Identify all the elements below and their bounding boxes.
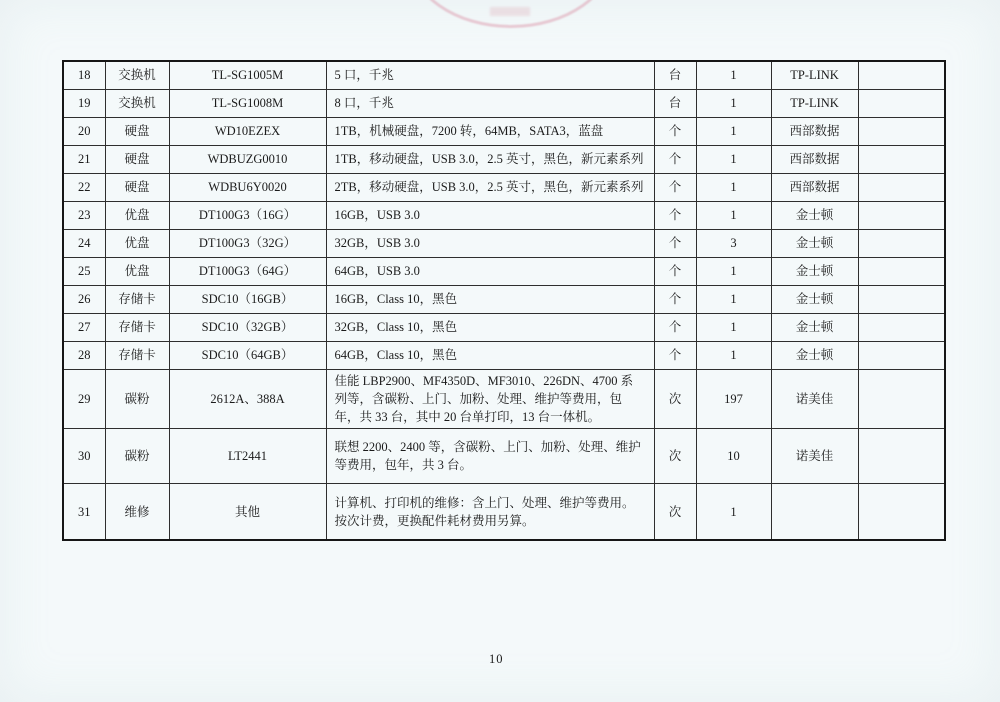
cell-note (858, 201, 945, 229)
cell-brand: 金士顿 (771, 257, 858, 285)
cell-note (858, 257, 945, 285)
cell-brand: 诺美佳 (771, 428, 858, 483)
cell-model: SDC10（32GB） (169, 313, 326, 341)
cell-category: 硬盘 (105, 117, 169, 145)
cell-unit: 次 (654, 369, 696, 428)
cell-model: SDC10（64GB） (169, 341, 326, 369)
cell-description: 16GB，USB 3.0 (326, 201, 654, 229)
cell-seq: 31 (63, 483, 105, 540)
cell-model: DT100G3（64G） (169, 257, 326, 285)
cell-unit: 个 (654, 257, 696, 285)
cell-note (858, 428, 945, 483)
cell-model: TL-SG1005M (169, 61, 326, 89)
table-row (63, 173, 945, 201)
cell-model: DT100G3（32G） (169, 229, 326, 257)
table-row (63, 369, 945, 428)
table-row (63, 313, 945, 341)
cell-category: 优盘 (105, 257, 169, 285)
cell-seq: 23 (63, 201, 105, 229)
cell-qty: 1 (696, 313, 771, 341)
table-row (63, 428, 945, 483)
cell-model: LT2441 (169, 428, 326, 483)
table-row (63, 201, 945, 229)
cell-unit: 个 (654, 117, 696, 145)
table-row (63, 61, 945, 89)
cell-description: 32GB，USB 3.0 (326, 229, 654, 257)
cell-seq: 18 (63, 61, 105, 89)
cell-qty: 3 (696, 229, 771, 257)
cell-qty: 1 (696, 257, 771, 285)
cell-note (858, 369, 945, 428)
cell-qty: 1 (696, 201, 771, 229)
cell-brand: 金士顿 (771, 201, 858, 229)
cell-description: 佳能 LBP2900、MF4350D、MF3010、226DN、4700 系列等，含碳粉、上门、加粉、处理、维护等费用，包年，共 33 台，其中 20 台单打印，13 台一体机。 (326, 369, 654, 428)
cell-note (858, 89, 945, 117)
cell-unit: 个 (654, 145, 696, 173)
page-number: 10 (489, 652, 504, 666)
cell-description: 64GB，Class 10，黑色 (326, 341, 654, 369)
cell-category: 存储卡 (105, 341, 169, 369)
cell-seq: 30 (63, 428, 105, 483)
cell-qty: 1 (696, 341, 771, 369)
cell-description: 联想 2200、2400 等，含碳粉、上门、加粉、处理、维护等费用，包年，共 3 台。 (326, 428, 654, 483)
cell-seq: 28 (63, 341, 105, 369)
cell-qty: 197 (696, 369, 771, 428)
cell-description: 2TB，移动硬盘，USB 3.0，2.5 英寸，黑色，新元素系列 (326, 173, 654, 201)
table-row (63, 483, 945, 540)
cell-brand: 金士顿 (771, 341, 858, 369)
cell-unit: 个 (654, 229, 696, 257)
cell-category: 优盘 (105, 201, 169, 229)
cell-note (858, 229, 945, 257)
cell-qty: 1 (696, 483, 771, 540)
cell-category: 交换机 (105, 89, 169, 117)
cell-brand: 金士顿 (771, 229, 858, 257)
cell-model: DT100G3（16G） (169, 201, 326, 229)
cell-category: 存储卡 (105, 285, 169, 313)
cell-note (858, 285, 945, 313)
cell-brand: 西部数据 (771, 117, 858, 145)
cell-seq: 25 (63, 257, 105, 285)
cell-brand: 西部数据 (771, 173, 858, 201)
table-row (63, 89, 945, 117)
cell-seq: 26 (63, 285, 105, 313)
cell-qty: 10 (696, 428, 771, 483)
cell-brand: 金士顿 (771, 313, 858, 341)
cell-unit: 次 (654, 428, 696, 483)
cell-note (858, 61, 945, 89)
cell-description: 1TB，机械硬盘，7200 转，64MB，SATA3，蓝盘 (326, 117, 654, 145)
cell-description: 64GB，USB 3.0 (326, 257, 654, 285)
cell-category: 碳粉 (105, 428, 169, 483)
table-row (63, 145, 945, 173)
cell-unit: 个 (654, 313, 696, 341)
cell-brand: 西部数据 (771, 145, 858, 173)
table-row (63, 117, 945, 145)
cell-brand: 诺美佳 (771, 369, 858, 428)
cell-brand: 金士顿 (771, 285, 858, 313)
cell-model: WD10EZEX (169, 117, 326, 145)
cell-category: 存储卡 (105, 313, 169, 341)
cell-brand (771, 483, 858, 540)
table-row (63, 341, 945, 369)
cell-note (858, 117, 945, 145)
cell-category: 交换机 (105, 61, 169, 89)
cell-note (858, 483, 945, 540)
cell-brand: TP-LINK (771, 89, 858, 117)
cell-qty: 1 (696, 173, 771, 201)
cell-description: 16GB，Class 10，黑色 (326, 285, 654, 313)
cell-note (858, 145, 945, 173)
cell-seq: 20 (63, 117, 105, 145)
cell-model: SDC10（16GB） (169, 285, 326, 313)
red-seal-stamp-fragment (408, 0, 614, 28)
cell-qty: 1 (696, 61, 771, 89)
cell-model: WDBUZG0010 (169, 145, 326, 173)
red-seal-stamp-smudge (490, 7, 530, 16)
cell-model: WDBU6Y0020 (169, 173, 326, 201)
table-row (63, 229, 945, 257)
table-row (63, 257, 945, 285)
cell-qty: 1 (696, 285, 771, 313)
cell-model: TL-SG1008M (169, 89, 326, 117)
cell-unit: 次 (654, 483, 696, 540)
cell-seq: 19 (63, 89, 105, 117)
cell-category: 维修 (105, 483, 169, 540)
cell-note (858, 313, 945, 341)
cell-description: 8 口，千兆 (326, 89, 654, 117)
cell-seq: 29 (63, 369, 105, 428)
cell-qty: 1 (696, 145, 771, 173)
cell-description: 1TB，移动硬盘，USB 3.0，2.5 英寸，黑色，新元素系列 (326, 145, 654, 173)
cell-unit: 个 (654, 285, 696, 313)
cell-description: 计算机、打印机的维修：含上门、处理、维护等费用。按次计费，更换配件耗材费用另算。 (326, 483, 654, 540)
cell-note (858, 341, 945, 369)
cell-unit: 台 (654, 61, 696, 89)
cell-seq: 24 (63, 229, 105, 257)
cell-unit: 台 (654, 89, 696, 117)
cell-description: 32GB，Class 10，黑色 (326, 313, 654, 341)
equipment-table (62, 60, 946, 541)
table-row (63, 285, 945, 313)
cell-qty: 1 (696, 89, 771, 117)
cell-seq: 21 (63, 145, 105, 173)
cell-category: 硬盘 (105, 145, 169, 173)
cell-category: 硬盘 (105, 173, 169, 201)
cell-unit: 个 (654, 201, 696, 229)
cell-category: 优盘 (105, 229, 169, 257)
cell-seq: 27 (63, 313, 105, 341)
cell-model: 2612A、388A (169, 369, 326, 428)
cell-model: 其他 (169, 483, 326, 540)
cell-qty: 1 (696, 117, 771, 145)
cell-description: 5 口，千兆 (326, 61, 654, 89)
cell-note (858, 173, 945, 201)
cell-unit: 个 (654, 341, 696, 369)
cell-seq: 22 (63, 173, 105, 201)
cell-category: 碳粉 (105, 369, 169, 428)
cell-unit: 个 (654, 173, 696, 201)
cell-brand: TP-LINK (771, 61, 858, 89)
